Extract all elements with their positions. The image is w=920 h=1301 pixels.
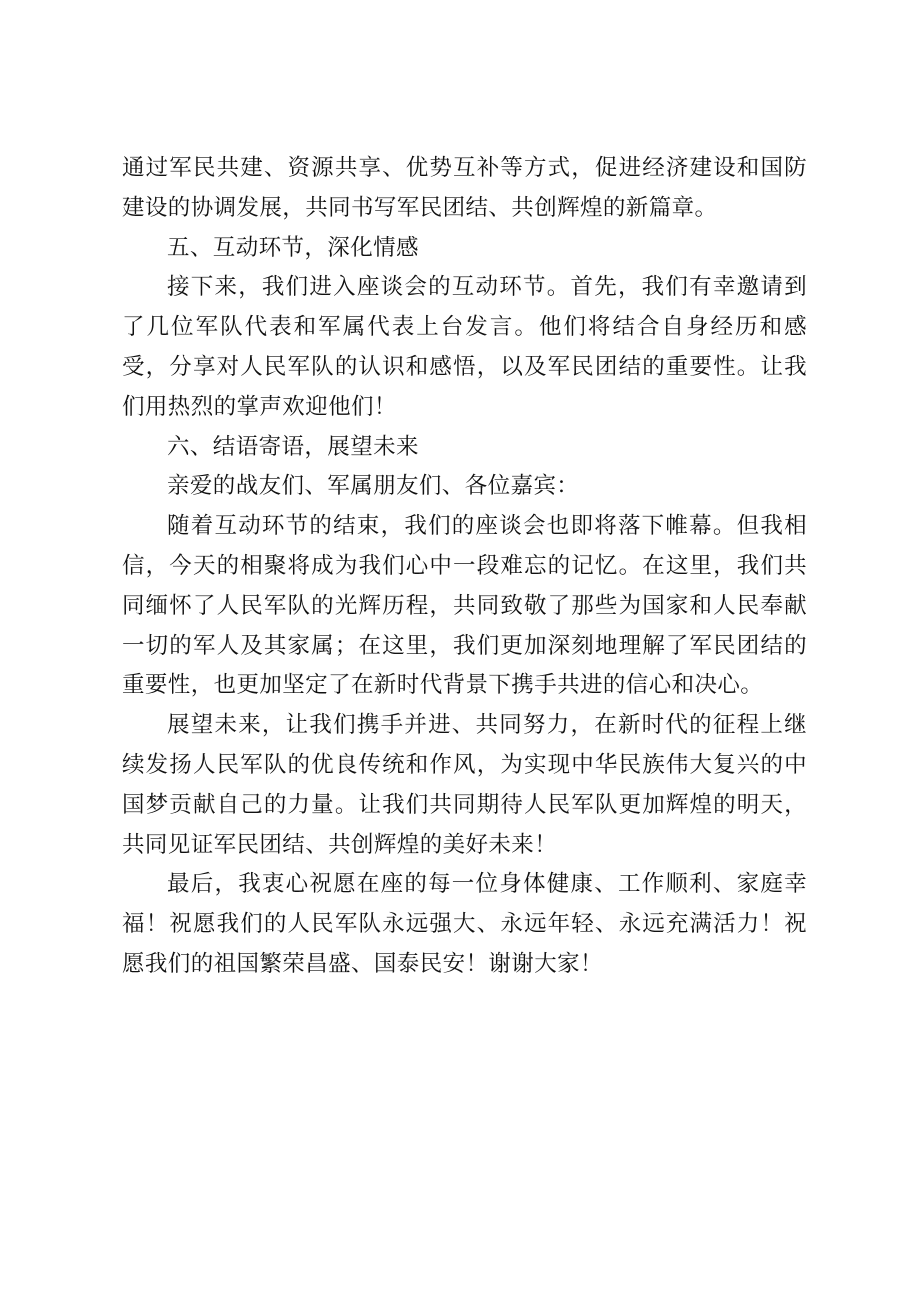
section-heading-interaction: 五、互动环节，深化情感: [167, 234, 419, 261]
paragraph-salutation: 亲爱的战友们、军属朋友们、各位嘉宾：: [167, 473, 580, 500]
paragraph-interaction: 接下来，我们进入座谈会的互动环节。首先，我们有幸邀请到了几位军队代表和军属代表上台发言。他们将结合自身经历和感受，分享对人民军队的认识和感悟，以及军民团结的重要性。让我们用热烈的掌声欢迎他们！: [122, 274, 807, 420]
paragraph-continuation: 通过军民共建、资源共享、优势互补等方式，促进经济建设和国防建设的协调发展，共同书写军民团结、共创辉煌的新篇章。: [122, 155, 807, 221]
document-body: [122, 149, 807, 985]
section-heading-closing: 六、结语寄语，展望未来: [167, 433, 419, 460]
paragraph-wishes: 最后，我衷心祝愿在座的每一位身体健康、工作顺利、家庭幸福！祝愿我们的人民军队永远强大、永远年轻、永远充满活力！祝愿我们的祖国繁荣昌盛、国泰民安！谢谢大家！: [122, 871, 807, 977]
paragraph-outlook: 展望未来，让我们携手并进、共同努力，在新时代的征程上继续发扬人民军队的优良传统和作风，为实现中华民族伟大复兴的中国梦贡献自己的力量。让我们共同期待人民军队更加辉煌的明天，共同见证军民团结、共创辉煌的美好未来！: [122, 712, 807, 858]
paragraph-reflection: 随着互动环节的结束，我们的座谈会也即将落下帷幕。但我相信，今天的相聚将成为我们心中一段难忘的记忆。在这里，我们共同缅怀了人民军队的光辉历程，共同致敬了那些为国家和人民奉献一切的军人及其家属；在这里，我们更加深刻地理解了军民团结的重要性，也更加坚定了在新时代背景下携手共进的信心和决心。: [122, 513, 807, 699]
